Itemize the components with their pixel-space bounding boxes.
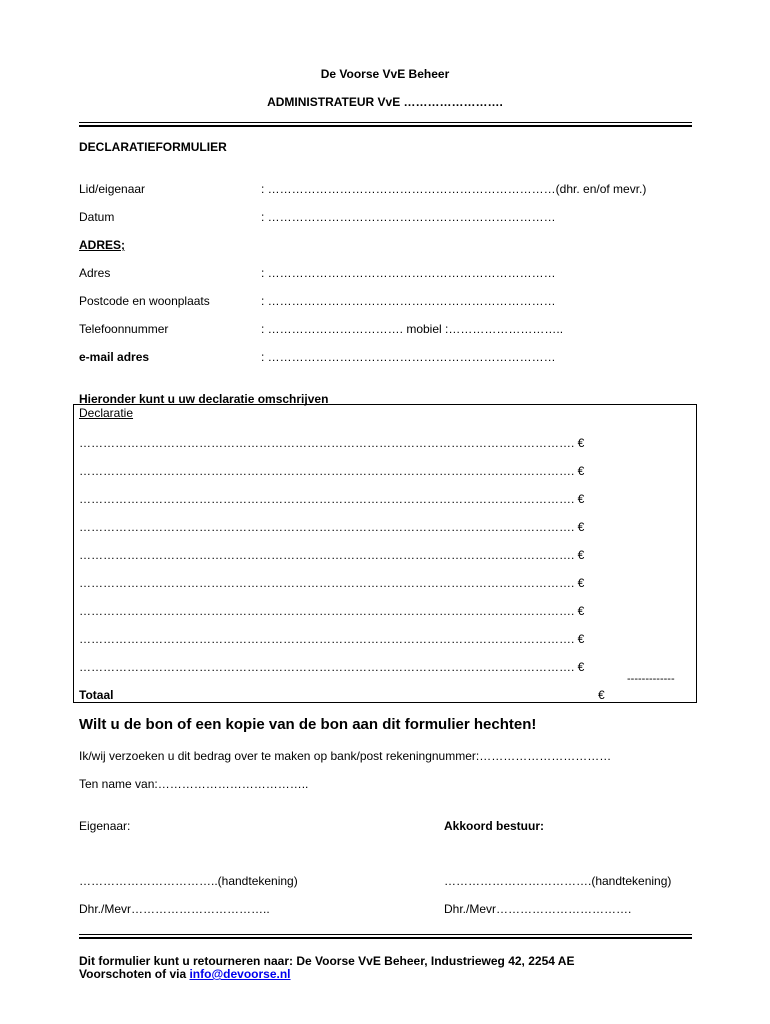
email-label: e-mail adres — [79, 350, 150, 364]
declaration-intro: Hieronder kunt u uw declaratie omschrijven — [79, 392, 329, 406]
declaration-line[interactable]: ……………………………………………………………………………………………………………. € — [79, 436, 585, 450]
company-name: De Voorse VvE Beheer — [320, 67, 450, 81]
footer-line2 — [79, 967, 291, 981]
owner-name[interactable]: Dhr./Mevr…………………………….. — [79, 902, 270, 916]
board-signature[interactable]: ……………………………….(handtekening) — [444, 874, 672, 888]
owner-signature[interactable]: ……………………………..(handtekening) — [79, 874, 298, 888]
declaration-line[interactable]: ……………………………………………………………………………………………………………. € — [79, 464, 585, 478]
phone-label: Telefoonnummer — [79, 322, 169, 336]
board-label: Akkoord bestuur: — [444, 819, 545, 833]
declaration-line[interactable]: ……………………………………………………………………………………………………………. € — [79, 520, 585, 534]
declaration-line[interactable]: ……………………………………………………………………………………………………………. € — [79, 576, 585, 590]
board-name[interactable]: Dhr./Mevr……………………………. — [444, 902, 632, 916]
date-field[interactable]: : ……………………………………………………………… — [261, 210, 556, 224]
declaration-label: Declaratie — [79, 406, 134, 420]
date-label: Datum — [79, 210, 115, 224]
total-separator: ------------- — [627, 673, 675, 685]
member-field[interactable]: : ………………………………………………………………(dhr. en/of mevr.) — [261, 182, 647, 196]
declaration-line[interactable]: ……………………………………………………………………………………………………………. € — [79, 660, 585, 674]
email-field[interactable]: : ……………………………………………………………… — [261, 350, 556, 364]
header-rule-bottom — [79, 125, 692, 127]
owner-label: Eigenaar: — [79, 819, 131, 833]
footer-email-link[interactable]: info@devoorse.nl — [189, 967, 291, 981]
postcode-field[interactable]: : ……………………………………………………………… — [261, 294, 556, 308]
footer-rule-bottom — [79, 937, 692, 939]
form-title: DECLARATIEFORMULIER — [79, 140, 227, 154]
footer-prefix: Voorschoten of via — [79, 967, 190, 981]
declaration-line[interactable]: ……………………………………………………………………………………………………………. € — [79, 632, 585, 646]
total-currency: € — [598, 688, 605, 702]
footer-line1: Dit formulier kunt u retourneren naar: De Voorse VvE Beheer, Industrieweg 42, 2254 AE — [79, 954, 575, 968]
postcode-label: Postcode en woonplaats — [79, 294, 210, 308]
address-field[interactable]: : ……………………………………………………………… — [261, 266, 556, 280]
attach-heading: Wilt u de bon of een kopie van de bon aan dit formulier hechten! — [79, 716, 537, 733]
declaration-line[interactable]: ……………………………………………………………………………………………………………. € — [79, 492, 585, 506]
declaration-line[interactable]: ……………………………………………………………………………………………………………. € — [79, 604, 585, 618]
header-rule-top — [79, 122, 692, 123]
footer-rule-top — [79, 934, 692, 935]
address-label: Adres — [79, 266, 111, 280]
address-heading: ADRES; — [79, 238, 126, 252]
total-label: Totaal — [79, 688, 114, 702]
member-label: Lid/eigenaar — [79, 182, 146, 196]
bank-request[interactable]: Ik/wij verzoeken u dit bedrag over te maken op bank/post rekeningnummer:…………………………… — [79, 749, 612, 763]
declaration-line[interactable]: ……………………………………………………………………………………………………………. € — [79, 548, 585, 562]
administrator-line: ADMINISTRATEUR VvE ……………………. — [267, 95, 503, 109]
phone-field[interactable]: : ……………………………. mobiel :……………………….. — [261, 322, 564, 336]
name-of[interactable]: Ten name van:……………………………….. — [79, 777, 309, 791]
